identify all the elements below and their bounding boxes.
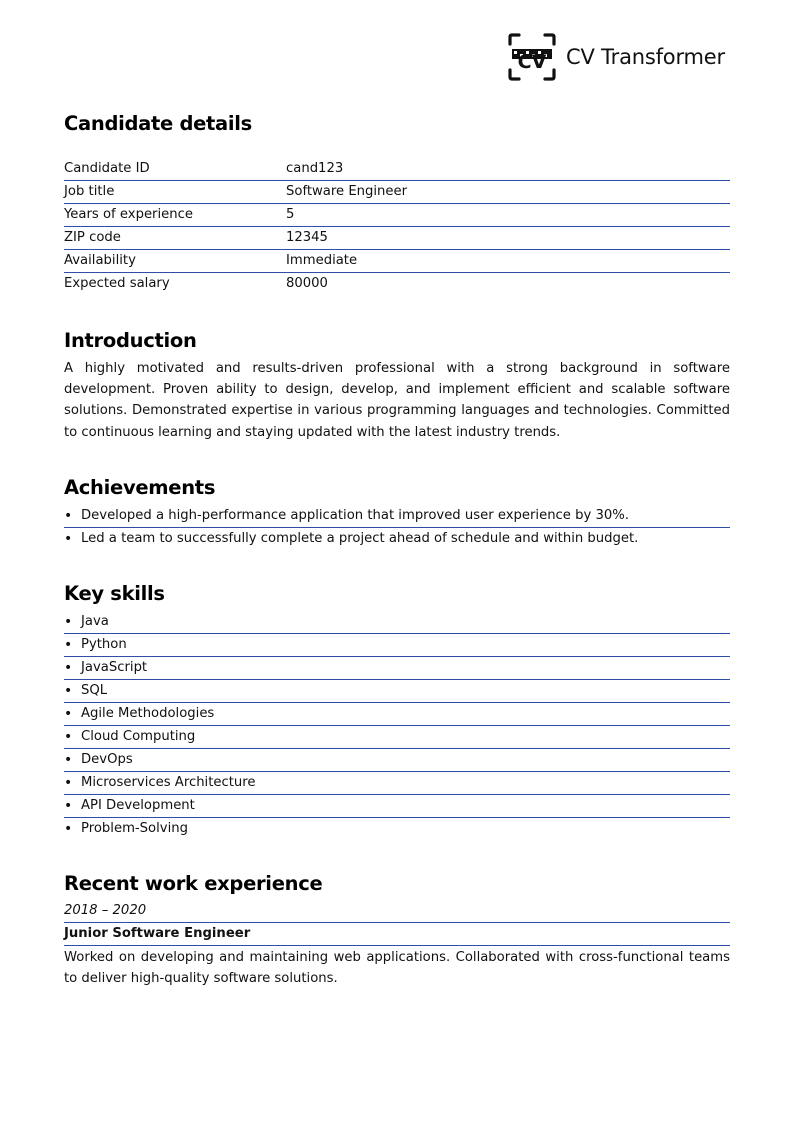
skill-item: • SQL — [64, 680, 730, 703]
skill-item: • Problem-Solving — [64, 818, 730, 840]
brand-logo — [507, 32, 725, 82]
skill-item: • Cloud Computing — [64, 726, 730, 749]
detail-label: ZIP code — [64, 230, 121, 245]
job-dates: 2018 – 2020 — [64, 902, 147, 918]
detail-label: Job title — [64, 184, 115, 199]
detail-label: Candidate ID — [64, 161, 150, 176]
skill-item: • Python — [64, 634, 730, 657]
detail-row — [64, 250, 730, 273]
detail-label: Expected salary — [64, 276, 170, 291]
detail-value: 5 — [286, 207, 295, 222]
detail-label: Years of experience — [64, 207, 193, 222]
introduction-text: A highly motivated and results-driven professional with a strong background in software development. Proven ability to design, develop, and implement efficient and scalable software solutions. Demonstrated expertise in various programming languages and technologies. Committed to continuous learning and staying updated with the latest industry trends. — [64, 361, 730, 440]
key-skills-section — [64, 582, 730, 840]
candidate-details-heading: Candidate details — [64, 112, 252, 135]
skill-item: • JavaScript — [64, 657, 730, 680]
skill-item: • Agile Methodologies — [64, 703, 730, 726]
detail-value: Software Engineer — [286, 184, 408, 199]
skill-item: • API Development — [64, 795, 730, 818]
detail-row — [64, 158, 730, 181]
work-experience-section — [64, 872, 730, 989]
skills-list — [64, 611, 730, 840]
skill-item: • DevOps — [64, 749, 730, 772]
detail-row — [64, 227, 730, 250]
key-skills-heading: Key skills — [64, 581, 165, 605]
brand-name: CV Transformer — [566, 45, 725, 69]
cv-document — [64, 112, 730, 989]
detail-row — [64, 204, 730, 227]
detail-value: 80000 — [286, 276, 328, 291]
job-description: Worked on developing and maintaining web applications. Collaborated with cross-functional teams to deliver high-quality software solutions. — [64, 949, 730, 987]
detail-value: cand123 — [286, 161, 344, 176]
detail-value: 12345 — [286, 230, 328, 245]
logo-mark-text: CV — [517, 51, 547, 73]
achievements-section — [64, 476, 730, 550]
job-entry — [64, 900, 730, 989]
detail-value: Immediate — [286, 253, 358, 268]
achievement-item: • Developed a high-performance application that improved user experience by 30%. — [64, 505, 730, 528]
detail-label: Availability — [64, 253, 136, 268]
work-experience-heading: Recent work experience — [64, 871, 323, 895]
detail-row — [64, 273, 730, 295]
achievements-heading: Achievements — [64, 475, 216, 499]
achievements-list — [64, 505, 730, 550]
job-title: Junior Software Engineer — [64, 922, 730, 946]
introduction-heading: Introduction — [64, 329, 197, 352]
candidate-details-section — [64, 112, 730, 295]
candidate-details-table — [64, 158, 730, 295]
introduction-section — [64, 329, 730, 443]
cv-logo-icon — [507, 32, 557, 82]
skill-item: • Microservices Architecture — [64, 772, 730, 795]
achievement-item: • Led a team to successfully complete a project ahead of schedule and within budget. — [64, 528, 730, 550]
detail-row — [64, 181, 730, 204]
skill-item: • Java — [64, 611, 730, 634]
